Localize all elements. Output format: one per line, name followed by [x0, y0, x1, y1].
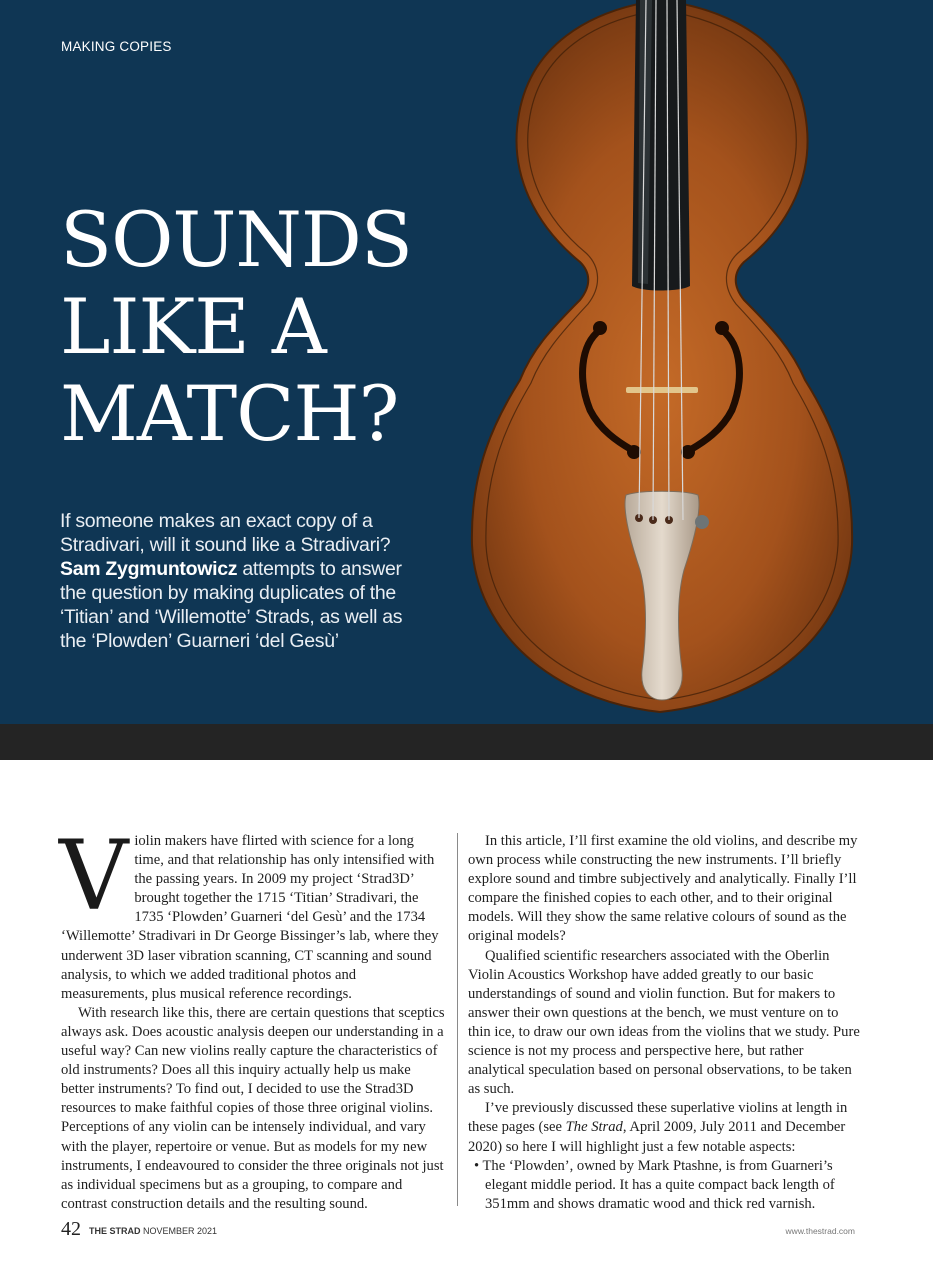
- paragraph-text: I’ve previously discussed these superlative violins at length in these pages (see: [468, 1100, 848, 1136]
- page-number: 42: [61, 1218, 81, 1240]
- footer-url: www.thestrad.com: [785, 1226, 855, 1236]
- bullet-item: • The ‘Plowden’, owned by Mark Ptashne, is from Guarneri’s elegant middle period. It has a quite compact back length of 351mm and shows dramatic wood and thick red varnish.: [474, 1157, 835, 1212]
- paragraph-text: , April 2009, July 2011 and December 2020) so here I will highlight just a few notable aspects:: [468, 1119, 846, 1155]
- headline-line: SOUNDS: [60, 195, 412, 284]
- f-hole-left-eye: [593, 321, 607, 335]
- f-hole-right-eye: [715, 321, 729, 335]
- f-hole-right-eye: [681, 445, 695, 459]
- violin-photo: [440, 0, 933, 724]
- author-name: Sam Zygmuntowicz: [60, 558, 238, 580]
- standfirst-rest: attempts to answer the question by making duplicates of the ‘Titian’ and ‘Willemotte’ Strads, as well as the ‘Plowden’ Guarneri ‘del Gesù’: [60, 558, 403, 652]
- bridge: [626, 387, 698, 393]
- paragraph: In this article, I’ll first examine the old violins, and describe my own process while constructing the new instruments. I’ll briefly explore sound and timbre subjectively and analytically. Finally I’ll compare the finished copies to each other, and to their original models. Will they show the same relative colours of sound as the original models?: [468, 833, 858, 945]
- headline-line: LIKE A: [60, 282, 326, 371]
- column-divider: [457, 833, 458, 1206]
- fine-tuner: [695, 515, 709, 529]
- article-column-right: [468, 832, 860, 1214]
- headline: [60, 196, 460, 457]
- f-hole-left-eye: [627, 445, 641, 459]
- paragraph: [468, 1099, 860, 1156]
- standfirst: [60, 509, 410, 653]
- headline-line: MATCH?: [60, 369, 399, 458]
- publication-title: The Strad: [565, 1119, 623, 1136]
- standfirst-lead: If someone makes an exact copy of a Stradivari, will it sound like a Stradivari?: [60, 510, 391, 556]
- section-label: MAKING COPIES: [61, 39, 172, 54]
- paragraph: iolin makers have flirted with science for a long time, and that relationship has only intensified with the passing years. In 2009 my project ‘Strad3D’ brought together the 1715 ‘Titian’ Stradivari, the 1735 ‘Plowden’ Guarneri ‘del Gesù’ and the 1734 ‘Willemotte’ Stradivari in Dr George Bissinger’s lab, where they underwent 3D laser vibration scanning, CT scanning and sound analysis, to which we added traditional photos and measurements, plus musical reference recordings.: [61, 833, 439, 1002]
- drop-cap: V: [59, 820, 129, 932]
- paragraph: With research like this, there are certain questions that sceptics always ask. Does acoustic analysis deepen our understanding in a useful way? Can new violins really capture the characteristics of old instruments? Does all this inquiry actually help us make better instruments? To find out, I decided to use the Strad3D resources to make faithful copies of those three original violins. Perceptions of any violin can be intensely individual, and vary with the player, repertoire or venue. But as models for my new instruments, I endeavoured to consider the three originals not just as individual specimens but as a grouping, to compare and contrast construction details and the resulting sound.: [61, 1004, 445, 1212]
- article-column-left: [59, 820, 446, 1214]
- dark-band: [0, 724, 933, 760]
- magazine-credit: [89, 1226, 217, 1236]
- magazine-name: THE STRAD: [89, 1226, 141, 1236]
- paragraph: Qualified scientific researchers associated with the Oberlin Violin Acoustics Workshop have added greatly to our basic understandings of sound and violin function. But for makers to answer their own questions at the bench, we must venture on to thin ice, to draw our own ideas from the violins that we study. Pure science is not my process and perspective here, but rather analytical speculation based on personal observations, to be taken as such.: [468, 947, 860, 1098]
- issue-date: NOVEMBER 2021: [143, 1226, 218, 1236]
